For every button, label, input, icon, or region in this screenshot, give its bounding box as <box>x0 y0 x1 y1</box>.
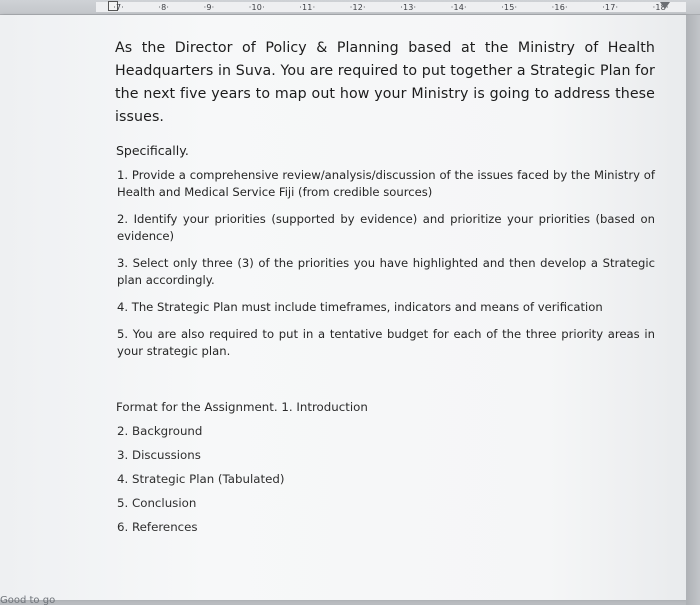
task-item: 2. Identify your priorities (supported by evidence) and prioritize your priorities (based on evidence) <box>117 212 655 243</box>
ruler-number: ·13· <box>400 2 417 12</box>
format-item: 3. Discussions <box>117 448 201 462</box>
ruler-number: ·11· <box>299 2 316 12</box>
ruler-number: ·18· <box>652 2 669 12</box>
ruler-number: ·12· <box>349 2 366 12</box>
document-page[interactable] <box>0 15 686 600</box>
horizontal-ruler <box>0 0 700 15</box>
ruler-number: ·16· <box>551 2 568 12</box>
ruler-numbers <box>96 0 686 14</box>
ruler-number: ·9· <box>203 2 215 12</box>
intro-paragraph: As the Director of Policy & Planning based at the Ministry of Health Headquarters in Suva. You are required to put together a Strategic Plan for the next five years to map out how your Ministry is going to address these issues. <box>115 40 655 125</box>
format-heading: Format for the Assignment. 1. Introduction <box>116 400 368 414</box>
ruler-number: ·8· <box>158 2 170 12</box>
ruler-number: ·10· <box>248 2 265 12</box>
task-item: 4. The Strategic Plan must include timeframes, indicators and means of verification <box>117 300 603 314</box>
ruler-number: ·7· <box>113 2 124 12</box>
document-body <box>115 37 655 534</box>
ruler-number: ·17· <box>602 2 619 12</box>
format-item: 2. Background <box>117 424 203 438</box>
format-item: 6. References <box>117 520 198 534</box>
format-item: 5. Conclusion <box>117 496 197 510</box>
specifically-label: Specifically. <box>116 143 189 158</box>
ruler-number: ·14· <box>450 2 467 12</box>
status-text: Good to go <box>0 595 56 605</box>
task-item: 5. You are also required to put in a tentative budget for each of the three priority areas in your strategic plan. <box>117 327 655 358</box>
format-item: 4. Strategic Plan (Tabulated) <box>117 472 285 486</box>
right-indent-marker-icon[interactable] <box>660 2 670 9</box>
ruler-number: ·15· <box>501 2 518 12</box>
task-item: 3. Select only three (3) of the priorities you have highlighted and then develop a Strategic plan accordingly. <box>117 256 655 287</box>
task-item: 1. Provide a comprehensive review/analysis/discussion of the issues faced by the Ministry of Health and Medical Service Fiji (from credible sources) <box>117 168 655 199</box>
window-edge <box>686 15 700 605</box>
